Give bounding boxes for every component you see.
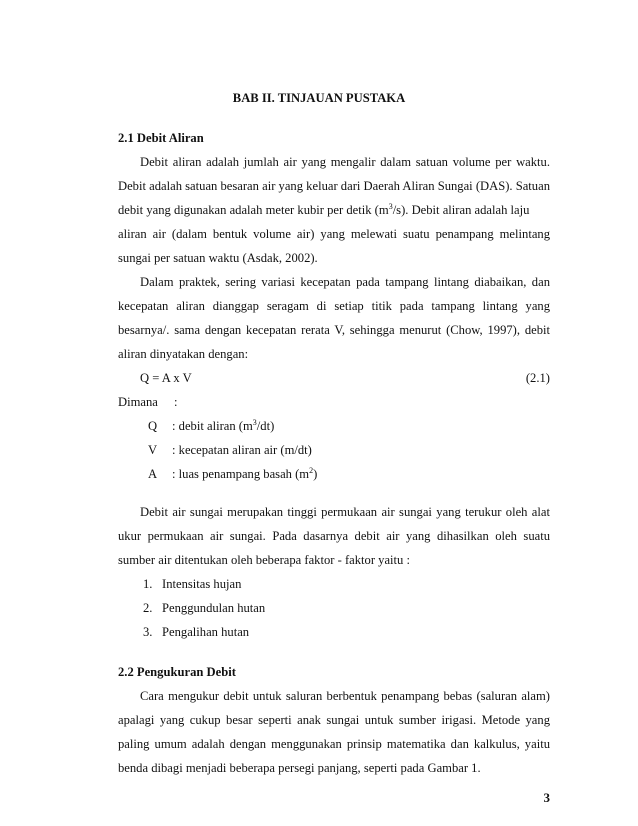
section-heading-2-1: 2.1 Debit Aliran bbox=[118, 131, 204, 145]
var-symbol: V bbox=[148, 443, 158, 457]
paragraph-line: Debit adalah satuan besaran air yang keluar dari Daerah Aliran Sungai (DAS). Satuan bbox=[118, 179, 550, 193]
paragraph-line: aliran air (dalam bentuk volume air) yang melewati suatu penampang melintang bbox=[118, 227, 550, 241]
list-item: Intensitas hujan bbox=[162, 577, 242, 591]
formula-number: (2.1) bbox=[525, 371, 550, 385]
var-description: : debit aliran $(m^3/dt)$ bbox=[172, 417, 275, 433]
var-symbol: Q bbox=[148, 419, 158, 433]
list-item-number: 2. bbox=[143, 601, 153, 615]
var-description: : luas penampang basah $(m^2)$ bbox=[172, 465, 318, 481]
section-heading-2-2: 2.2 Pengukuran Debit bbox=[118, 665, 236, 679]
paragraph-line: apalagi yang cukup besar seperti anak sungai untuk sumber irigasi. Metode yang bbox=[118, 713, 550, 727]
paragraph-line: Dalam praktek, sering variasi kecepatan pada tampang lintang diabaikan, dan bbox=[140, 275, 550, 289]
paragraph-line: sungai per satuan waktu (Asdak, 2002). bbox=[118, 251, 318, 265]
paragraph-line: Debit air sungai merupakan tinggi permukaan air sungai yang terukur oleh alat bbox=[140, 505, 550, 519]
paragraph-line: aliran dinyatakan dengan: bbox=[118, 347, 249, 361]
list-item-number: 3. bbox=[143, 625, 153, 639]
paragraph-line: kecepatan aliran dianggap seragam di setiap titik pada tampang lintang yang bbox=[118, 299, 550, 313]
formula: Q = A x V bbox=[140, 371, 192, 385]
page-number: 3 bbox=[543, 790, 550, 805]
list-item-number: 1. bbox=[143, 577, 153, 591]
list-item: Penggundulan hutan bbox=[162, 601, 266, 615]
paragraph-line: benda dibagi menjadi beberapa persegi panjang, seperti pada Gambar 1. bbox=[118, 761, 481, 775]
paragraph-line: sumber air ditentukan oleh beberapa faktor - faktor yaitu : bbox=[118, 553, 410, 567]
paragraph-line: Debit aliran adalah jumlah air yang mengalir dalam satuan volume per waktu. bbox=[140, 155, 550, 169]
where-colon: : bbox=[174, 395, 178, 409]
paragraph-line: besarnya/. sama dengan kecepatan rerata V, sehingga menurut (Chow, 1997), debit bbox=[118, 323, 550, 337]
var-symbol: A bbox=[148, 467, 158, 481]
list-item: Pengalihan hutan bbox=[162, 625, 250, 639]
paragraph-line: debit yang digunakan adalah meter kubir per detik $(m^3/s)$. Debit aliran adalah laju bbox=[118, 201, 530, 217]
chapter-title: BAB II. TINJAUAN PUSTAKA bbox=[232, 91, 406, 105]
paragraph-line: Cara mengukur debit untuk saluran berbentuk penampang bebas (saluran alam) bbox=[140, 689, 550, 703]
var-description: : kecepatan aliran air (m/dt) bbox=[172, 443, 312, 457]
paragraph-line: paling umum adalah dengan menggunakan prinsip matematika dan kalkulus, yaitu bbox=[118, 737, 550, 751]
paragraph-line: ukur permukaan air sungai. Pada dasarnya debit air yang dihasilkan oleh suatu bbox=[118, 529, 550, 543]
where-label: Dimana bbox=[118, 395, 158, 409]
